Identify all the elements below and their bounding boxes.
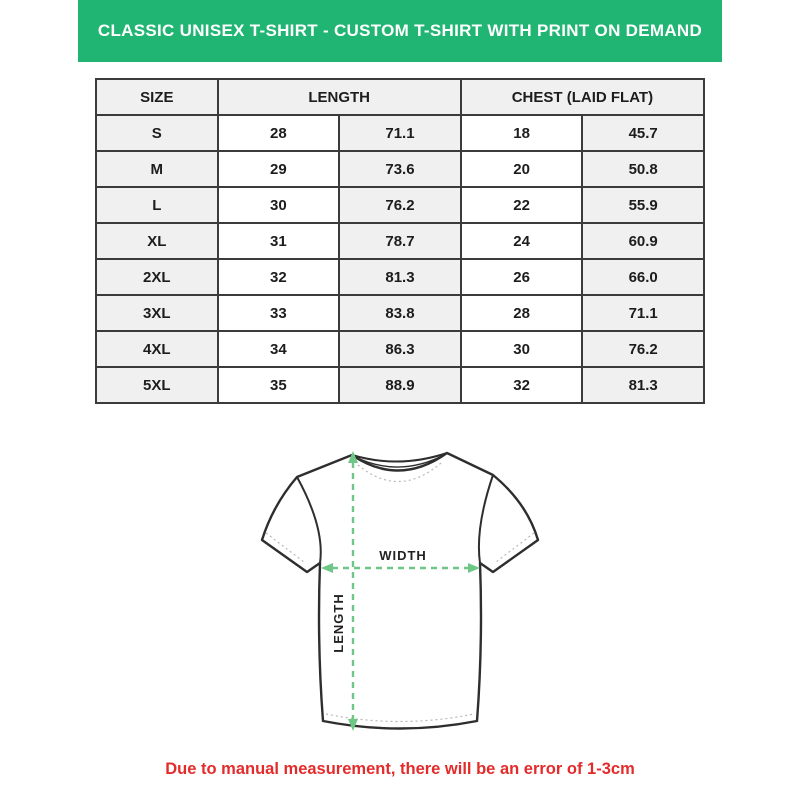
- length-in-cell: 34: [218, 331, 340, 367]
- chest-cm-cell: 76.2: [582, 331, 704, 367]
- chest-cm-cell: 66.0: [582, 259, 704, 295]
- chest-in-cell: 32: [461, 367, 583, 403]
- title-banner: [78, 0, 722, 62]
- length-cm-cell: 71.1: [339, 115, 461, 151]
- col-header-length: LENGTH: [218, 79, 461, 115]
- width-label: WIDTH: [379, 548, 427, 563]
- table-row: [96, 331, 704, 367]
- measurement-note: Due to manual measurement, there will be an error of 1-3cm: [165, 760, 635, 778]
- tshirt-outline: [262, 453, 538, 729]
- table-row: [96, 223, 704, 259]
- chest-cm-cell: 55.9: [582, 187, 704, 223]
- chest-in-cell: 20: [461, 151, 583, 187]
- table-row: [96, 187, 704, 223]
- length-cm-cell: 81.3: [339, 259, 461, 295]
- table-row: [96, 115, 704, 151]
- chest-cm-cell: 60.9: [582, 223, 704, 259]
- chest-in-cell: 24: [461, 223, 583, 259]
- size-cell: S: [96, 115, 218, 151]
- table-row: [96, 259, 704, 295]
- size-cell: L: [96, 187, 218, 223]
- size-cell: 2XL: [96, 259, 218, 295]
- length-cm-cell: 73.6: [339, 151, 461, 187]
- size-chart-table: [95, 78, 705, 404]
- length-cm-cell: 76.2: [339, 187, 461, 223]
- table-row: [96, 151, 704, 187]
- chest-in-cell: 30: [461, 331, 583, 367]
- length-cm-cell: 86.3: [339, 331, 461, 367]
- size-cell: 3XL: [96, 295, 218, 331]
- length-in-cell: 29: [218, 151, 340, 187]
- length-cm-cell: 83.8: [339, 295, 461, 331]
- length-in-cell: 33: [218, 295, 340, 331]
- col-header-size: SIZE: [96, 79, 218, 115]
- length-in-cell: 30: [218, 187, 340, 223]
- length-cm-cell: 88.9: [339, 367, 461, 403]
- chest-cm-cell: 81.3: [582, 367, 704, 403]
- page-title: CLASSIC UNISEX T-SHIRT - CUSTOM T-SHIRT WITH PRINT ON DEMAND: [97, 21, 703, 40]
- length-cm-cell: 78.7: [339, 223, 461, 259]
- length-label: LENGTH: [331, 593, 346, 653]
- col-header-chest: CHEST (LAID FLAT): [461, 79, 704, 115]
- length-in-cell: 32: [218, 259, 340, 295]
- length-in-cell: 28: [218, 115, 340, 151]
- size-cell: M: [96, 151, 218, 187]
- chest-in-cell: 22: [461, 187, 583, 223]
- chest-in-cell: 26: [461, 259, 583, 295]
- chest-cm-cell: 50.8: [582, 151, 704, 187]
- chest-in-cell: 28: [461, 295, 583, 331]
- size-cell: XL: [96, 223, 218, 259]
- length-in-cell: 35: [218, 367, 340, 403]
- table-header-row: [96, 79, 704, 115]
- table-row: [96, 295, 704, 331]
- chest-cm-cell: 45.7: [582, 115, 704, 151]
- length-in-cell: 31: [218, 223, 340, 259]
- chest-cm-cell: 71.1: [582, 295, 704, 331]
- chest-in-cell: 18: [461, 115, 583, 151]
- tshirt-diagram: [245, 433, 555, 748]
- size-cell: 5XL: [96, 367, 218, 403]
- table-row: [96, 367, 704, 403]
- size-cell: 4XL: [96, 331, 218, 367]
